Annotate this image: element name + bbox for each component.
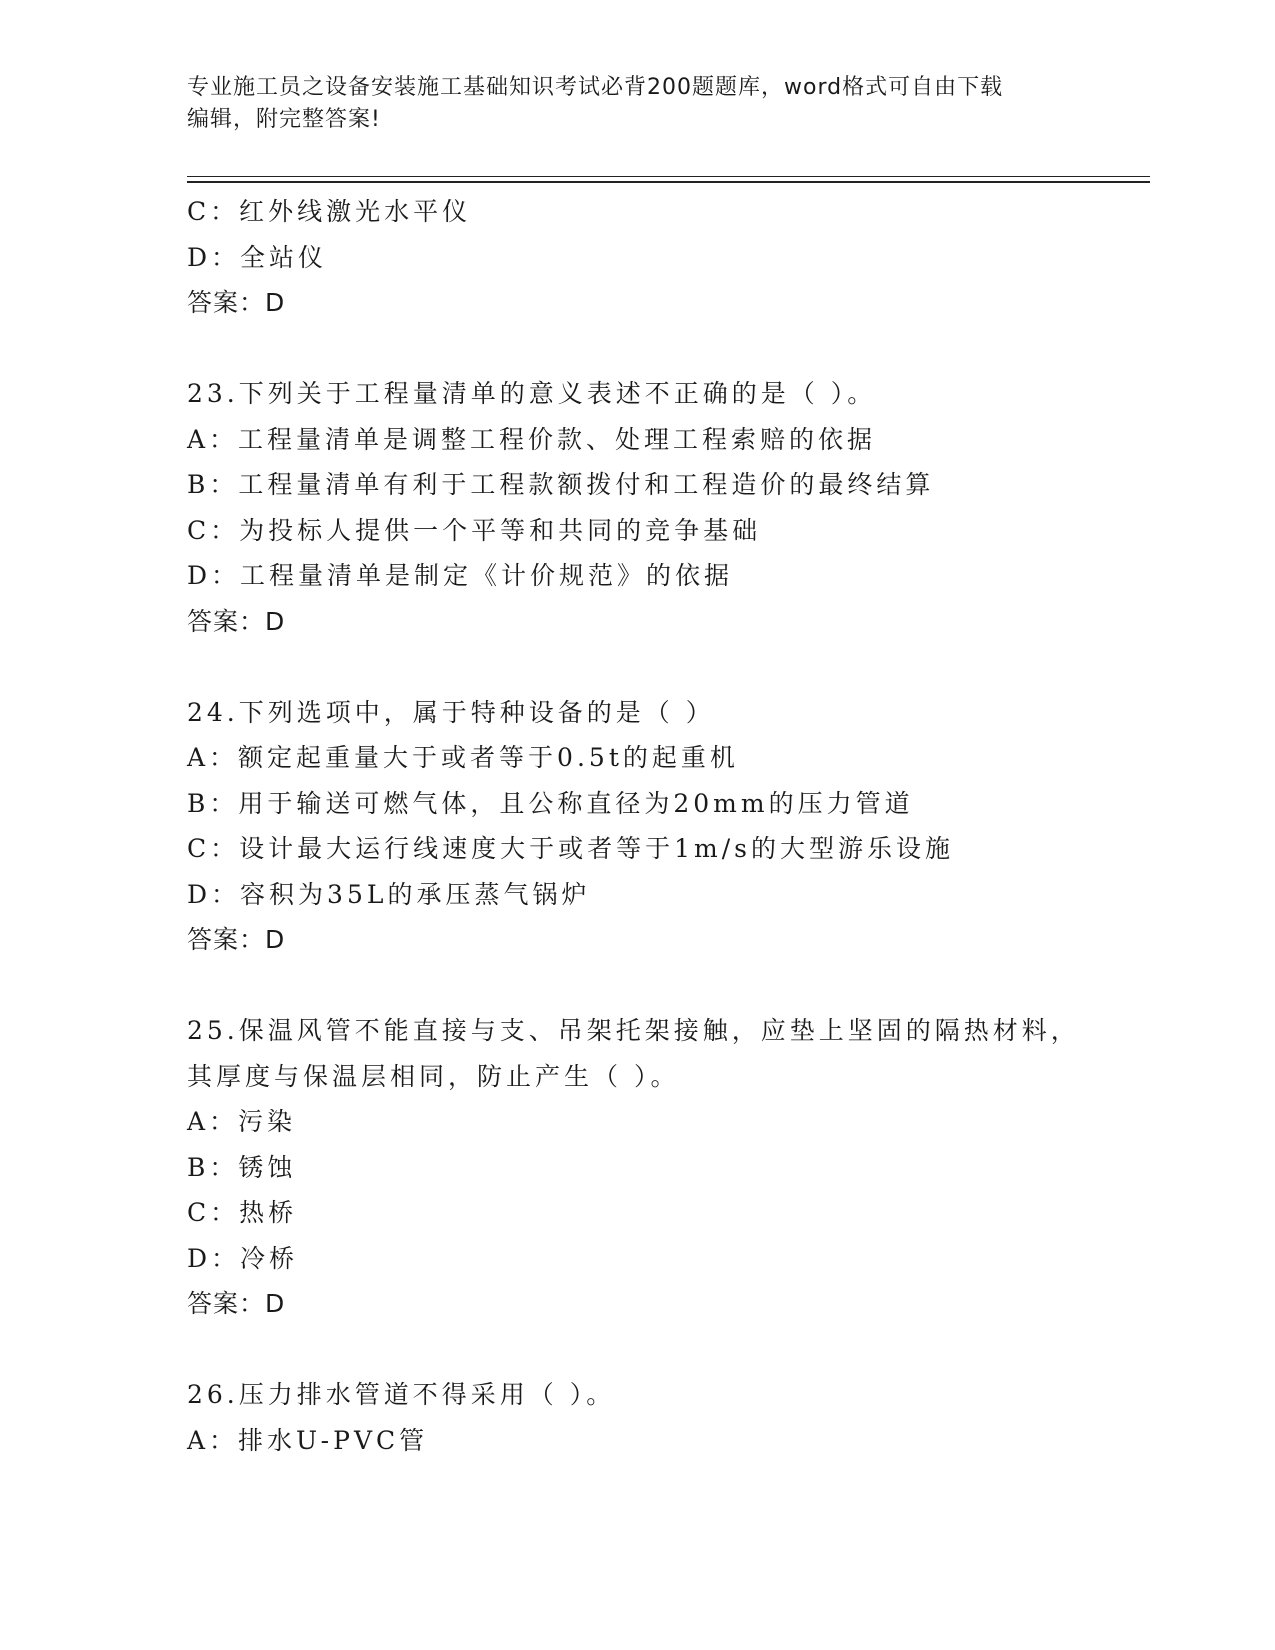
option-c: C：红外线激光水平仪 [187, 197, 472, 226]
option-c: C：为投标人提供一个平等和共同的竞争基础 [187, 515, 762, 545]
question-23 [187, 371, 1127, 644]
header-line-1: 专业施工员之设备安装施工基础知识考试必背200题题库，word格式可自由下载 [187, 75, 1004, 100]
question-list [187, 189, 1127, 1463]
question-25 [187, 1008, 1127, 1327]
question-26 [187, 1372, 1127, 1463]
question-24 [187, 690, 1127, 963]
answer: 答案：D [187, 288, 286, 317]
question-stem-line-2: 其厚度与保温层相同，防止产生（ ）。 [187, 1061, 680, 1091]
header-rule-thick [187, 181, 1150, 183]
question-stem-line-1: 25.保温风管不能直接与支、吊架托架接触，应垫上坚固的隔热材料， [187, 1016, 1080, 1045]
answer: 答案：D [187, 925, 286, 954]
option-a: A：工程量清单是调整工程价款、处理工程索赔的依据 [187, 424, 877, 454]
option-a: A：污染 [187, 1107, 297, 1136]
spacer [187, 644, 1127, 690]
header-line-2: 编辑，附完整答案! [187, 107, 381, 132]
spacer [187, 1327, 1127, 1373]
spacer [187, 326, 1127, 372]
option-a: A：额定起重量大于或者等于0.5t的起重机 [187, 743, 739, 772]
option-c: C：设计最大运行线速度大于或者等于1m/s的大型游乐设施 [187, 834, 954, 863]
option-b: B：工程量清单有利于工程款额拨付和工程造价的最终结算 [187, 470, 935, 499]
question-stem: 24.下列选项中，属于特种设备的是（ ） [187, 697, 715, 727]
question-22-tail [187, 189, 1127, 326]
document-header [187, 72, 1067, 136]
option-b: B：锈蚀 [187, 1152, 297, 1182]
option-a: A：排水U-PVC管 [187, 1425, 429, 1455]
spacer [187, 963, 1127, 1009]
option-d: D：全站仪 [187, 242, 328, 272]
option-d: D：工程量清单是制定《计价规范》的依据 [187, 561, 734, 590]
option-c: C：热桥 [187, 1198, 298, 1227]
answer: 答案：D [187, 1289, 286, 1318]
question-stem: 26.压力排水管道不得采用（ ）。 [187, 1380, 616, 1409]
option-d: D：冷桥 [187, 1243, 299, 1273]
answer: 答案：D [187, 606, 286, 636]
option-d: D：容积为35L的承压蒸气锅炉 [187, 879, 591, 909]
question-stem: 23.下列关于工程量清单的意义表述不正确的是（ ）。 [187, 379, 877, 408]
header-rule-thin [187, 176, 1150, 177]
option-b: B：用于输送可燃气体，且公称直径为20mm的压力管道 [187, 788, 914, 818]
